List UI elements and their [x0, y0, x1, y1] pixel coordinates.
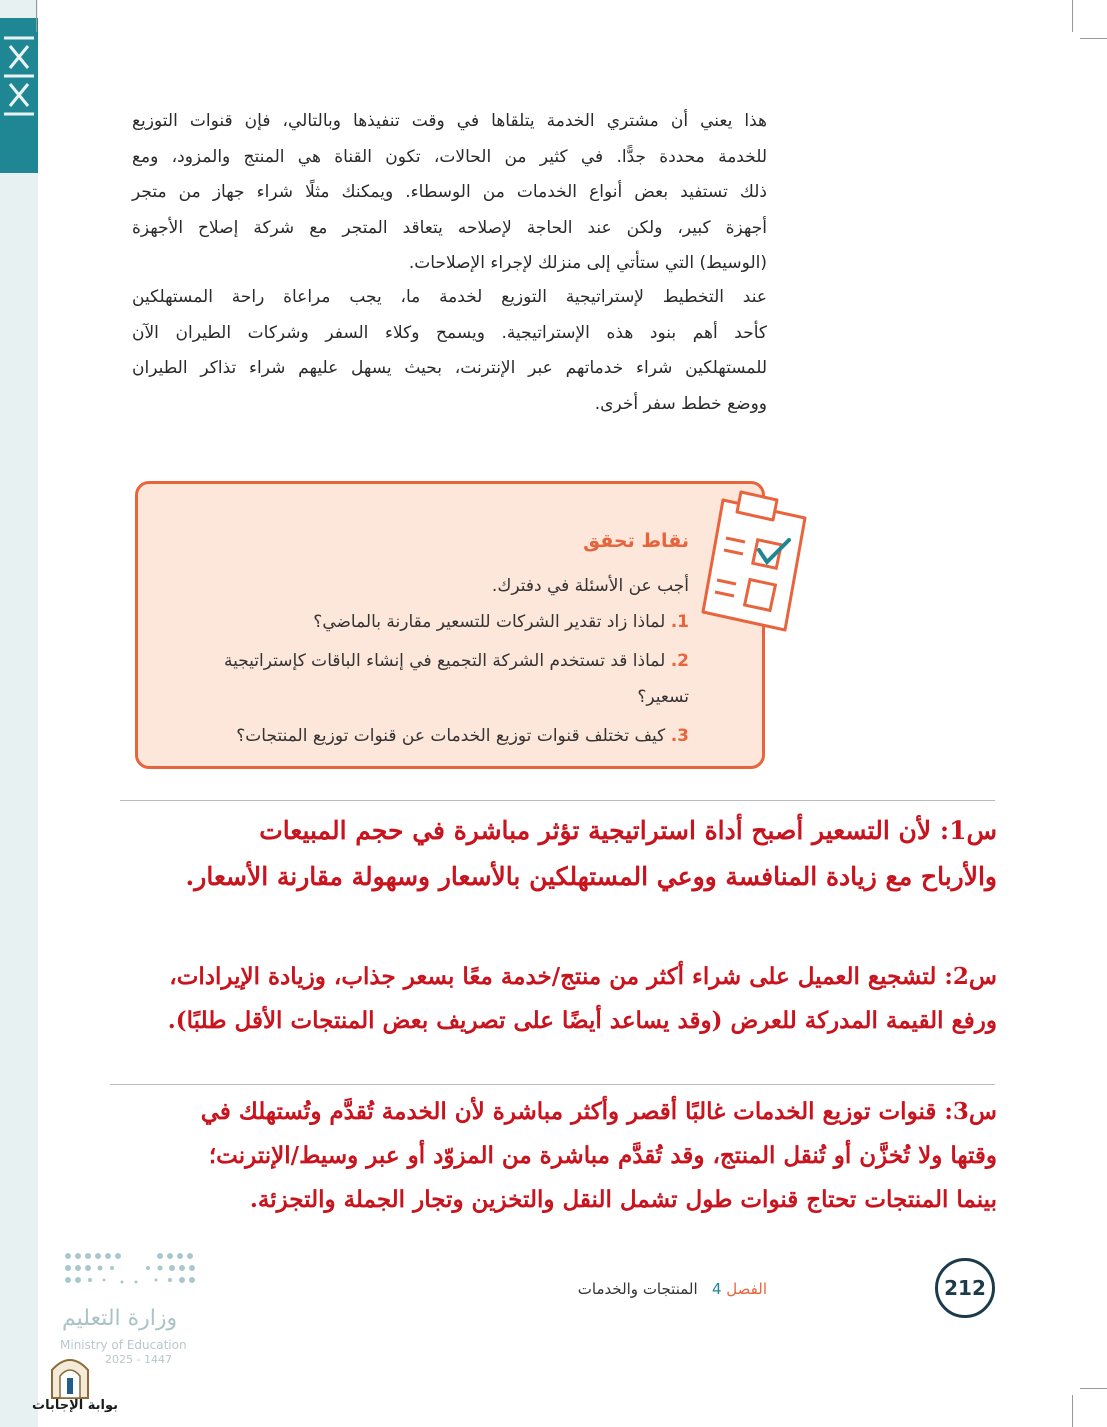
answer-label: س1:	[939, 816, 997, 845]
question-text: لماذا قد تستخدم الشركة التجميع في إنشاء الباقات كإستراتيجية	[223, 651, 666, 671]
answer-2	[107, 955, 997, 1043]
answer-line: لتشجيع العميل على شراء أكثر من منتج/خدمة معًا بسعر جذاب، وزيادة الإيرادات،	[169, 963, 937, 990]
chapter-title: المنتجات والخدمات	[577, 1280, 698, 1298]
answer-3	[107, 1090, 997, 1222]
chapter-label: الفصل	[726, 1280, 767, 1298]
portal-name: بوابة الإجابات	[32, 1398, 118, 1413]
portal-logo-icon	[48, 1350, 92, 1400]
page-number: 212	[935, 1258, 995, 1318]
left-decorative-strip	[0, 0, 38, 1427]
answer-line: بينما المنتجات تحتاج قنوات طول تشمل النقل والتخزين وتجار الجملة والتجزئة.	[249, 1186, 997, 1213]
question-text: لماذا زاد تقدير الشركات للتسعير مقارنة بالماضي؟	[313, 612, 666, 632]
answer-line: وقتها ولا تُخزَّن أو تُنقل المنتج، وقد تُقدَّم مباشرة من المزوّد أو عبر وسيط/الإنترنت؛	[208, 1142, 997, 1169]
question-number: 1.	[670, 612, 689, 632]
crop-mark	[1072, 1395, 1073, 1427]
text-line: ووضع خطط سفر أخرى.	[594, 393, 767, 414]
text-line: (الوسيط) التي ستأتي إلى منزلك لإجراء الإصلاحات.	[408, 253, 767, 273]
clipboard-checklist-icon	[693, 478, 813, 633]
crop-mark	[1080, 1388, 1107, 1389]
chapter-number: 4	[711, 1280, 722, 1298]
crop-mark	[36, 0, 37, 32]
check-points-intro: أجب عن الأسئلة في دفترك.	[491, 576, 689, 596]
text-line: للخدمة محددة جدًّا. في كثير من الحالات، تكون القناة هي المنتج والمزود، ومع	[132, 146, 767, 167]
paragraph-2	[132, 280, 767, 422]
answer-line: قنوات توزيع الخدمات غالبًا أقصر وأكثر مباشرة لأن الخدمة تُقدَّم وتُستهلك في	[200, 1098, 937, 1125]
text-line: كأحد أهم بنود هذه الإستراتيجية. ويسمح وكلاء السفر وشركات الطيران الآن	[132, 322, 767, 343]
ministry-logo-icon	[60, 1250, 200, 1290]
text-line: عند التخطيط لإستراتيجية التوزيع لخدمة ما، يجب مراعاة راحة المستهلكين	[132, 287, 767, 307]
ministry-name-arabic: وزارة التعليم	[62, 1306, 178, 1331]
text-line: أجهزة كبير، ولكن عند الحاجة لإصلاحه يتعاقد المتجر مع شركة إصلاح الأجهزة	[132, 217, 767, 238]
chapter-tab-bar	[0, 18, 38, 173]
question-3	[189, 718, 689, 754]
check-points-title: نقاط تحقق	[583, 530, 689, 552]
answer-line: ورفع القيمة المدركة للعرض (وقد يساعد أيضًا على تصريف بعض المنتجات الأقل طلبًا).	[167, 1007, 997, 1034]
answer-line: والأرباح مع زيادة المنافسة ووعي المستهلكين بالأسعار وسهولة مقارنة الأسعار.	[185, 862, 997, 891]
answer-line: لأن التسعير أصبح أداة استراتيجية تؤثر مباشرة في حجم المبيعات	[259, 816, 932, 845]
question-number: 2.	[670, 651, 689, 671]
question-2	[159, 643, 689, 715]
ministry-name-english: Ministry of Education	[60, 1338, 187, 1352]
answer-1	[107, 808, 997, 900]
text-line: للمستهلكين شراء خدماتهم عبر الإنترنت، بحيث يسهل عليهم شراء تذاكر الطيران	[132, 358, 767, 378]
answer-separator	[110, 1084, 995, 1085]
answer-separator	[120, 800, 995, 801]
question-1	[209, 604, 689, 640]
answer-label: س3:	[944, 1098, 997, 1125]
question-number: 3.	[670, 726, 689, 746]
ministry-year: 2025 - 1447	[105, 1353, 172, 1366]
question-text: كيف تختلف قنوات توزيع الخدمات عن قنوات توزيع المنتجات؟	[236, 726, 666, 746]
paragraph-1	[132, 104, 767, 282]
answer-label: س2:	[944, 963, 997, 990]
chapter-footer	[578, 1280, 767, 1298]
crop-mark	[1072, 0, 1073, 32]
text-line: ذلك تستفيد بعض أنواع الخدمات من الوسطاء. ويمكنك مثلًا شراء جهاز من متجر	[132, 182, 767, 202]
pattern-icon	[0, 18, 38, 173]
text-line: هذا يعني أن مشتري الخدمة يتلقاها في وقت تنفيذها وبالتالي، فإن قنوات التوزيع	[132, 111, 767, 131]
crop-mark	[1080, 38, 1107, 39]
question-text-continued: تسعير؟	[637, 687, 689, 707]
